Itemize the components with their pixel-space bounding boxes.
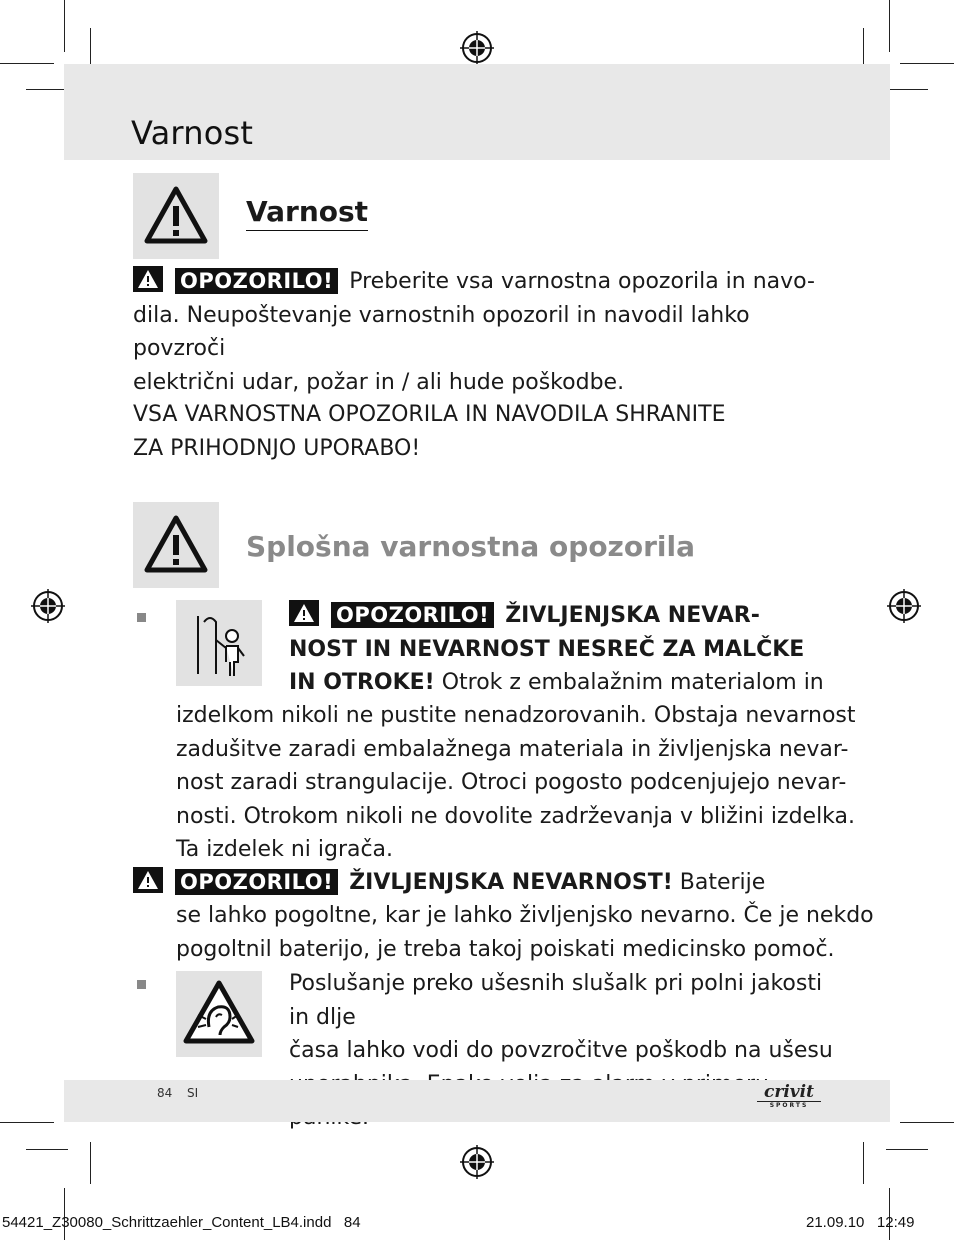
page-number: 84 — [157, 1086, 173, 1100]
warning-text: Preberite vsa varnostna opozorila in navo- — [349, 269, 815, 294]
crop-mark — [889, 0, 890, 52]
item1-text: izdelkom nikoli ne pustite nenadzorovanih. Obstaja nevarnost — [176, 703, 856, 728]
registration-mark-icon — [31, 589, 65, 623]
crop-mark — [90, 1142, 91, 1184]
item3-text: časa lahko vodi do povzročitve poškodb na ušesu — [289, 1038, 833, 1063]
danger-title: ŽIVLJENJSKA NEVARNOST! — [349, 870, 673, 895]
crop-mark — [900, 63, 954, 64]
crop-mark — [0, 1122, 54, 1123]
item1-text: nosti. Otrokom nikoli ne dovolite zadrževanja v bližini izdelka. — [176, 803, 856, 829]
item2-text: pogoltnil baterijo, je treba takoj poiskati medicinsko pomoč. — [176, 936, 835, 962]
warning-label: OPOZORILO! — [331, 602, 494, 628]
crop-mark — [0, 63, 54, 64]
brand-logo — [757, 1083, 821, 1110]
registration-mark-icon — [460, 1145, 494, 1179]
warning-small-icon — [289, 600, 319, 626]
section-heading-varnost: Varnost — [246, 195, 368, 231]
item1-header — [289, 599, 849, 700]
item1-body — [176, 699, 876, 867]
print-datetime: 21.09.10 12:49 — [806, 1214, 915, 1231]
warning-text: električni udar, požar in / ali hude poškodbe. — [133, 369, 625, 395]
child-icon — [176, 600, 262, 686]
item1-text: Ta izdelek ni igrača. — [176, 837, 394, 862]
item1-text: zadušitve zaradi embalažnega materiala in življenjska nevar- — [176, 736, 849, 762]
page-title: Varnost — [131, 114, 254, 152]
bullet — [137, 613, 146, 622]
item2-text: Baterije — [679, 870, 766, 895]
crop-mark — [886, 89, 928, 90]
item1-text: nost zaradi strangulacije. Otroci pogosto podcenjujejo nevar- — [176, 770, 847, 795]
warning-icon-box — [133, 502, 219, 588]
brand-name: crivit — [764, 1082, 814, 1102]
item2-body — [176, 899, 876, 966]
warning-small-icon — [133, 266, 163, 292]
item2-text: se lahko pogoltne, kar je lahko življenjsko nevarno. Če je nekdo — [176, 903, 874, 928]
warning-label: OPOZORILO! — [175, 869, 338, 895]
warning-text: dila. Neupoštevanje varnostnih opozoril in navodil lahko povzroči — [133, 302, 750, 361]
child-danger-icon-box — [176, 600, 262, 686]
warning-triangle-icon — [133, 173, 219, 259]
danger-title: IN OTROKE! — [289, 670, 435, 695]
item1-text: Otrok z embalažnim materialom in — [441, 670, 824, 695]
crop-mark — [26, 89, 68, 90]
hearing-damage-icon — [176, 971, 262, 1057]
crop-mark — [26, 1149, 68, 1150]
caps-notice-line: VSA VARNOSTNA OPOZORILA IN NAVODILA SHRANITE — [133, 402, 726, 427]
warning-icon-box — [133, 173, 219, 259]
crop-mark — [64, 0, 65, 52]
bullet — [137, 980, 146, 989]
item3-text: Poslušanje preko ušesnih slušalk pri polni jakosti in dlje — [289, 971, 823, 1030]
crop-mark — [863, 1142, 864, 1184]
warning-paragraph — [133, 265, 833, 399]
caps-notice — [133, 398, 853, 465]
crop-mark — [900, 1122, 954, 1123]
warning-label: OPOZORILO! — [175, 268, 338, 294]
warning-small-icon — [133, 867, 163, 893]
item2-warning — [133, 866, 853, 900]
registration-mark-icon — [887, 589, 921, 623]
section-heading-general: Splošna varnostna opozorila — [246, 530, 695, 563]
hearing-icon-box — [176, 971, 262, 1057]
danger-title: NOST IN NEVARNOST NESREČ ZA MALČKE — [289, 636, 805, 662]
warning-triangle-icon — [133, 502, 219, 588]
brand-sub: SPORTS — [757, 1101, 821, 1110]
print-filename: 54421_Z30080_Schrittzaehler_Content_LB4.indd 84 — [2, 1214, 361, 1231]
caps-notice-line: ZA PRIHODNJO UPORABO! — [133, 435, 421, 461]
danger-title: ŽIVLJENJSKA NEVAR- — [505, 603, 760, 628]
language-code: SI — [187, 1086, 199, 1100]
crop-mark — [886, 1149, 928, 1150]
registration-mark-icon — [460, 31, 494, 65]
